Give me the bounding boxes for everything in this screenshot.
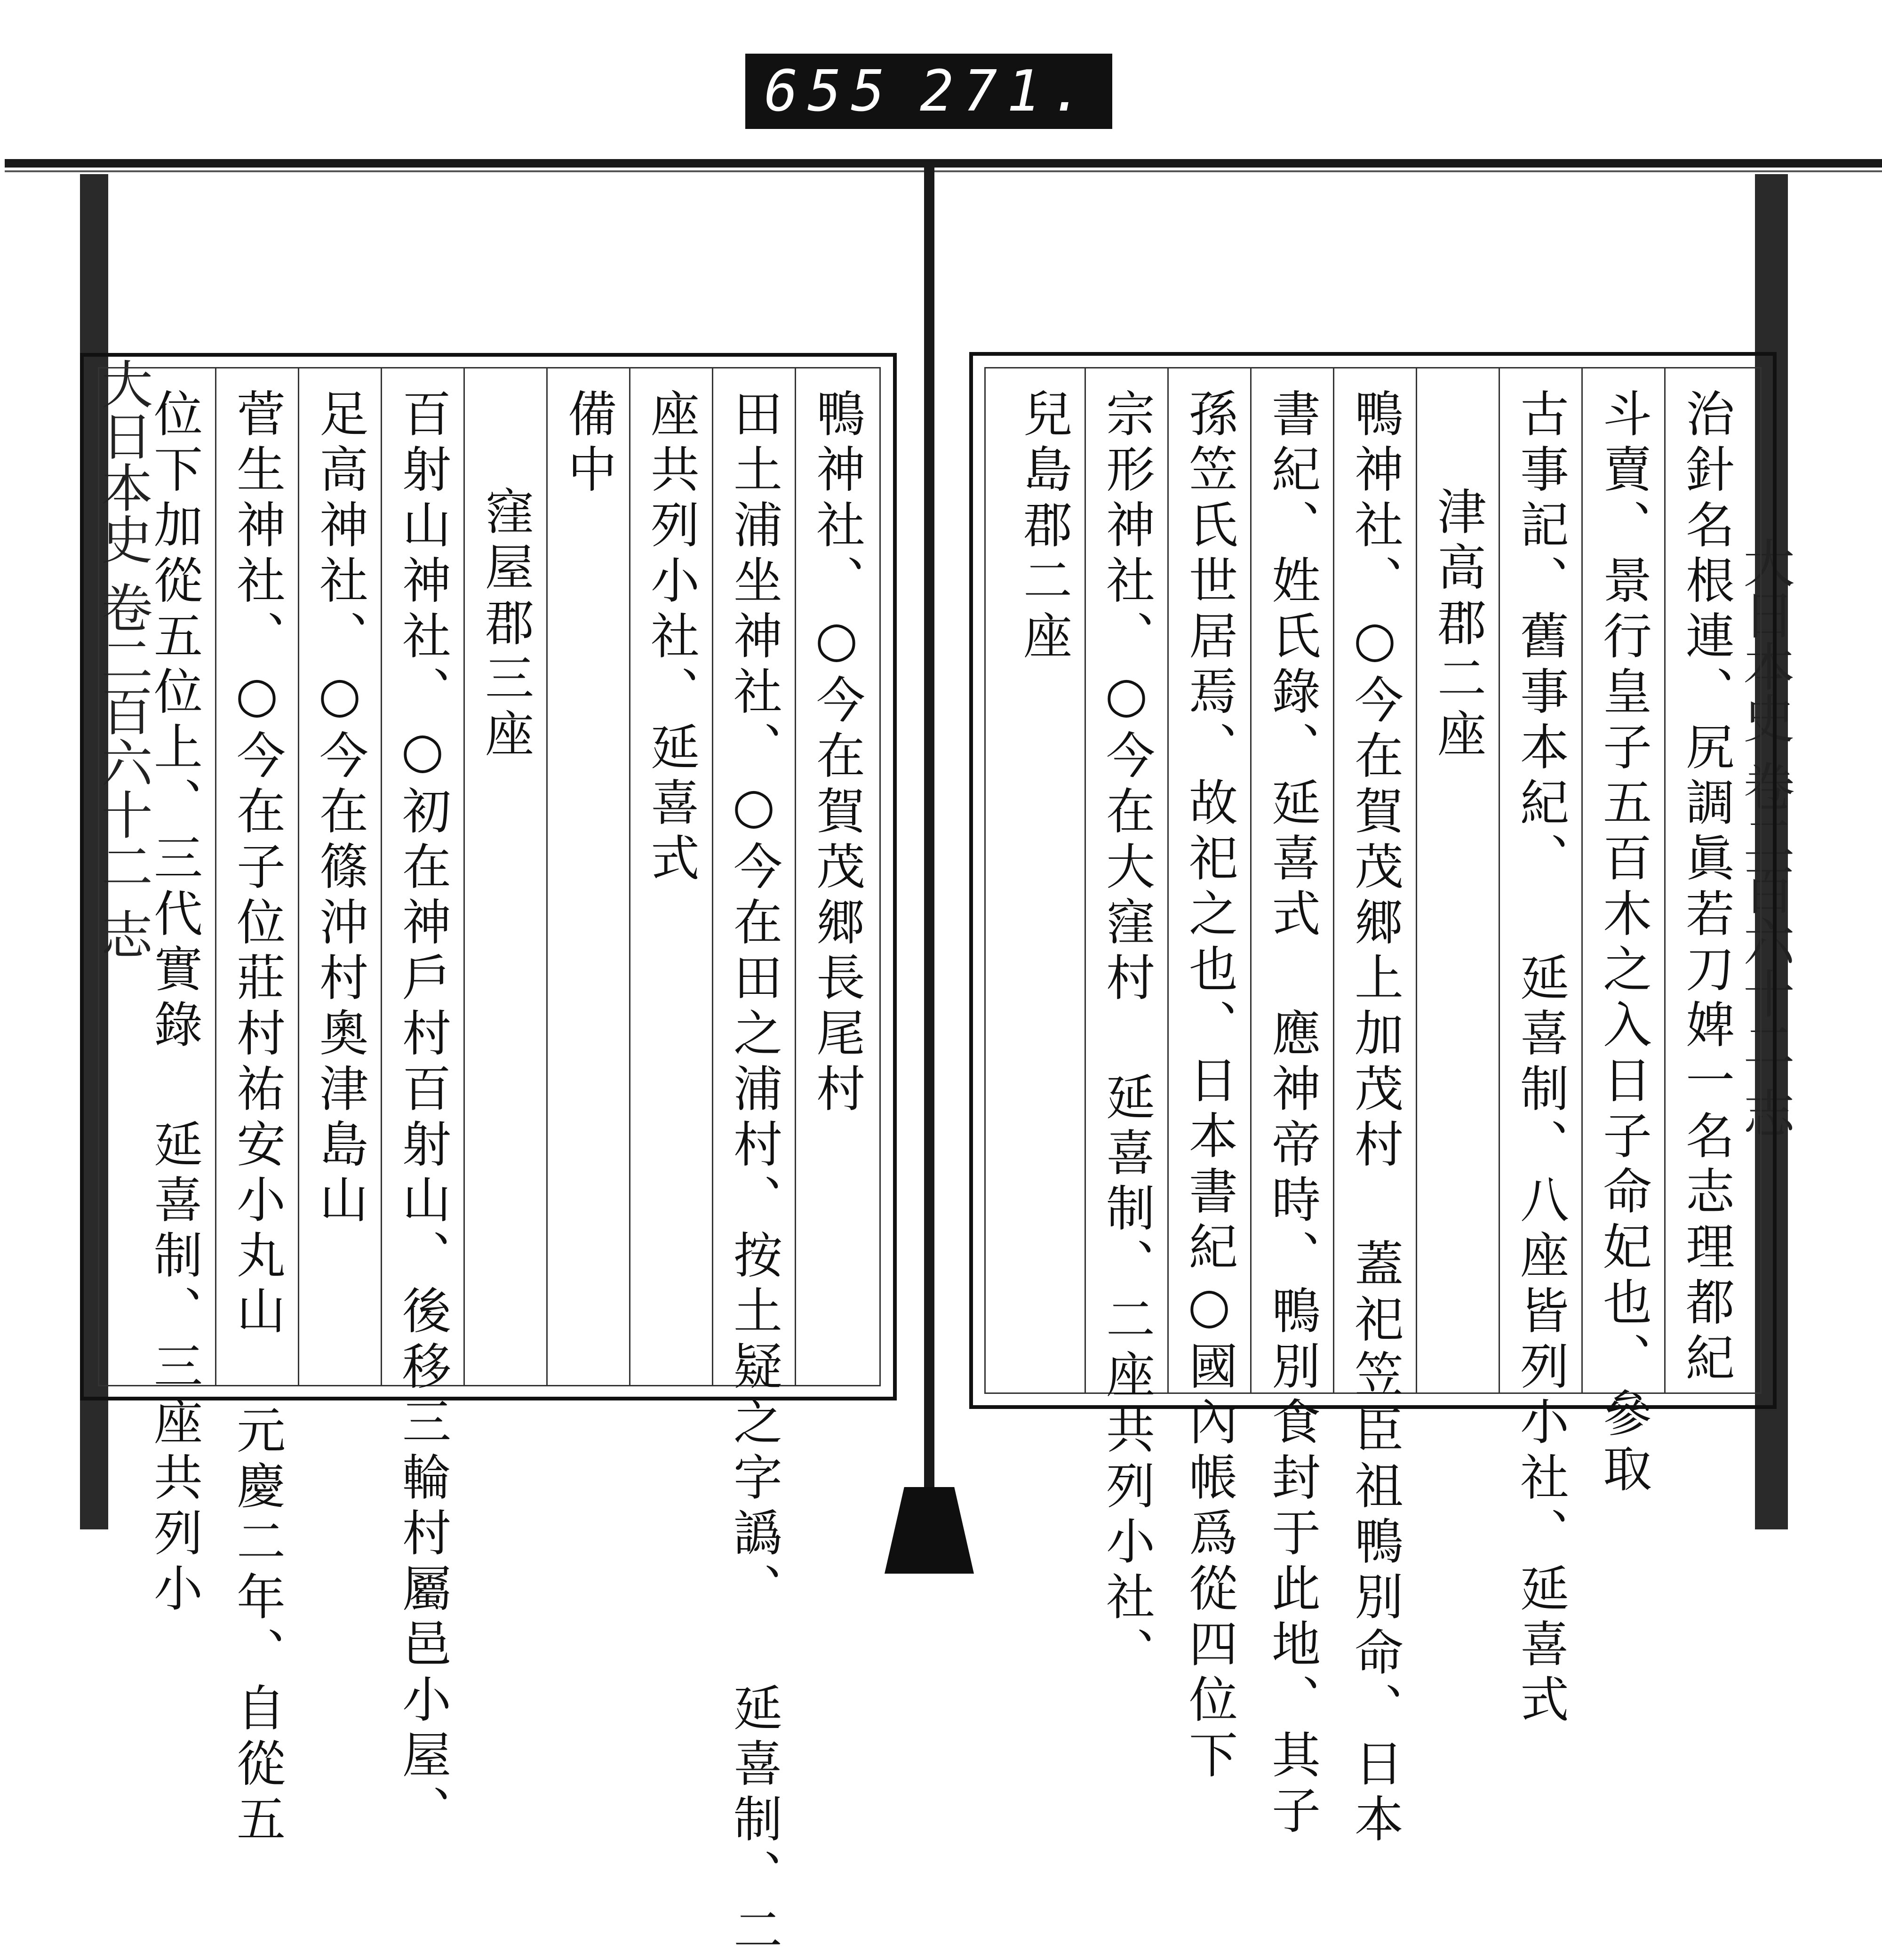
left-column-5-text: 窪屋郡三座 xyxy=(477,486,534,764)
right-column-4 xyxy=(1416,368,1499,1392)
right-column-7-text: 孫笠氏世居焉、故祀之也、日本書紀○國內帳爲從四位下 xyxy=(1180,388,1238,1785)
left-column-7-text: 足高神社、○今在篠沖村奧津島山 xyxy=(311,388,368,1230)
right-column-5-text: 鴨神社、○今在賀茂郷上加茂村 蓋祀笠臣祖鴨別命、日本 xyxy=(1346,388,1404,1849)
catalog-number-right: 271. xyxy=(920,58,1093,124)
left-column-1-text: 鴨神社、○今在賀茂郷長尾村 xyxy=(808,388,865,1119)
right-page-inner-border xyxy=(984,367,1762,1849)
left-column-2 xyxy=(712,368,795,1960)
right-column-1 xyxy=(1664,368,1747,1392)
right-column-9 xyxy=(1002,368,1085,1392)
left-column-6 xyxy=(381,368,463,1840)
left-column-9 xyxy=(132,368,215,1618)
left-page-columns xyxy=(101,368,877,1960)
book-gutter xyxy=(924,160,934,1506)
top-rule-shadow xyxy=(5,170,1882,172)
left-column-5 xyxy=(463,368,546,1385)
left-column-6-text: 百射山神社、○初在神戶村百射山、後移三輪村屬邑小屋、 xyxy=(394,388,451,1840)
left-column-8 xyxy=(215,368,298,1849)
right-column-3-text: 古事記、舊事本紀、 延喜制、八座皆列小社、延喜式 xyxy=(1512,388,1569,1729)
left-page-frame xyxy=(80,353,897,1960)
left-column-8-text: 菅生神社、○今在子位莊村祐安小丸山 元慶二年、自從五 xyxy=(228,388,286,1849)
left-column-2-text: 田土浦坐神社、○今在田之浦村、按土疑之字譌、 延喜制、二 xyxy=(725,388,782,1960)
left-column-4-text: 備中 xyxy=(559,388,617,499)
right-column-2-text: 斗賣、景行皇子五百木之入日子命妃也、參取 xyxy=(1595,388,1652,1499)
left-column-3 xyxy=(629,368,712,1385)
right-column-8 xyxy=(1085,368,1167,1682)
right-column-2 xyxy=(1581,368,1664,1499)
right-column-8-text: 宗形神社、○今在大窪村 延喜制、二座共列小社、 xyxy=(1098,388,1155,1682)
right-column-3 xyxy=(1499,368,1581,1729)
right-margin-title: 大日本史 卷二百六十二 志 xyxy=(1735,536,1795,1139)
right-column-6-text: 書紀、姓氏錄、延喜式 應神帝時、鴨別食封于此地、其子 xyxy=(1263,388,1321,1840)
right-column-9-text: 兒島郡二座 xyxy=(1015,388,1072,666)
left-column-4 xyxy=(546,368,629,1385)
binding-clip xyxy=(885,1487,974,1574)
catalog-number-plate xyxy=(745,54,1112,129)
left-page-inner-border xyxy=(98,367,881,1960)
left-column-1 xyxy=(795,368,877,1385)
right-column-1-text: 治針名根連、尻調眞若刀婢一名志理都紀 xyxy=(1677,388,1735,1388)
left-column-7 xyxy=(298,368,381,1385)
left-column-9-text: 位下加從五位上、三代實錄 延喜制、三座共列小 xyxy=(145,388,203,1618)
top-rule xyxy=(5,159,1882,168)
left-column-3-text: 座共列小社、延喜式 xyxy=(642,388,700,888)
right-column-6 xyxy=(1250,368,1333,1840)
right-page-columns xyxy=(999,368,1747,1849)
right-column-5 xyxy=(1333,368,1416,1849)
left-margin-title: 大日本史 卷二百六十二 志 xyxy=(93,358,153,960)
catalog-number-left: 655 xyxy=(764,58,894,124)
right-page-frame xyxy=(969,352,1777,1849)
right-column-4-text: 津高郡二座 xyxy=(1429,486,1486,764)
right-column-7 xyxy=(1167,368,1250,1785)
